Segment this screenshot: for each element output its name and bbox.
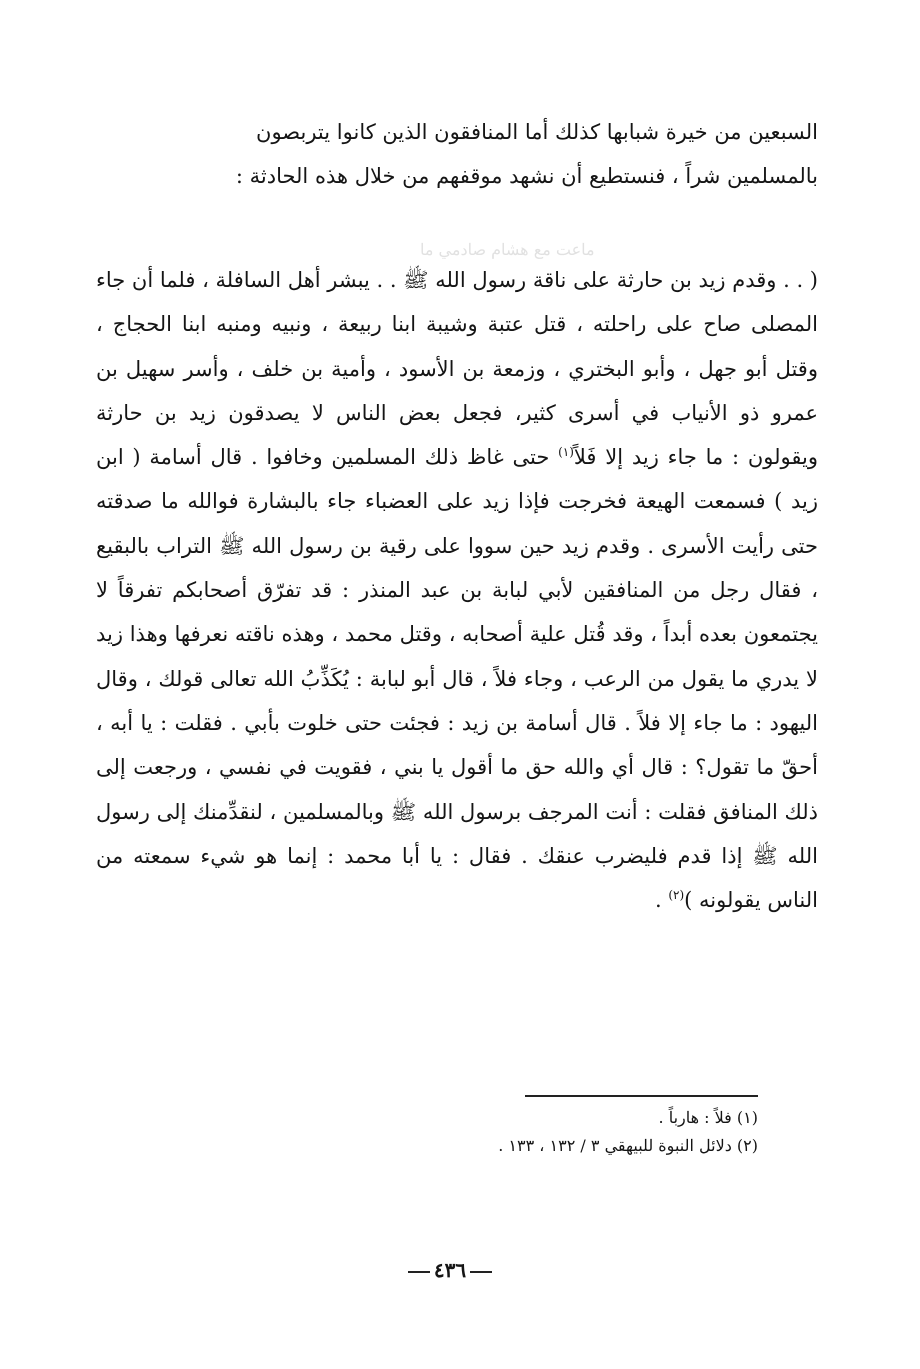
footnote-ref-1: (١) <box>558 445 574 460</box>
footnote-ref-2: (٢) <box>668 888 685 903</box>
intro-paragraph <box>96 110 818 198</box>
narration-text: ( . . وقدم زيد بن حارثة على ناقة رسول الله ﷺ . . يبشر أهل السافلة ، فلما أن جاء المصلى صاح على راحلته ، قتل عتبة وشيبة ابنا ربيعة ، ونبيه ومنبه ابنا الحجاج ، وقتل أبو جهل ، وأبو البختري ، وزمعة بن الأسود ، وأمية بن خلف ، وأسر سهيل بن عمرو ذو الأنياب في أسرى كثير، فجعل بعض الناس لا يصدقون زيد بن حارثة ويقولون : ما جاء زيد إلا فَلاً <box>96 268 819 470</box>
intro-line: السبعين من خيرة شبابها كذلك أما المنافقون الذين كانوا يتربصون <box>256 120 818 144</box>
footnotes <box>330 1104 758 1160</box>
footnote-2: (٢) دلائل النبوة للبيهقي ٣ / ١٣٢ ، ١٣٣ . <box>498 1136 758 1155</box>
bleed-through-text: ماعت مع هشام صادمي ما <box>420 240 595 259</box>
intro-line: بالمسلمين شراً ، فنستطيع أن نشهد موقفهم من خلال هذه الحادثة : <box>235 164 818 188</box>
quoted-narration <box>96 258 818 922</box>
narration-text-continued: حتى غاظ ذلك المسلمين وخافوا . قال أسامة ( ابن زيد ) فسمعت الهيعة فخرجت فإذا زيد على العضباء جاء بالبشارة فوالله ما صدقته حتى رأيت الأسرى . وقدم زيد حين سووا على رقية بن رسول الله ﷺ التراب بالبقيع ، فقال رجل من المنافقين لأبي لبابة بن عبد المنذر : قد تفرّق أصحابكم تفرقاً لا يجتمعون بعده أبداً ، وقد قُتل علية أصحابه ، وقتل محمد ، وهذه ناقته نعرفها وهذا زيد لا يدري ما يقول من الرعب ، وجاء فلاً ، قال أبو لبابة : يُكَذِّبُ الله تعالى قولك ، وقال اليهود : ما جاء إلا فلاً . قال أسامة بن زيد : فجئت حتى خلوت بأبي . فقلت : يا أبه ، أحقّ ما تقول؟ : قال أي والله حق ما أقول يا بني ، فقويت في نفسي ، ورجعت إلى ذلك المنافق فقلت : أنت المرجف برسول الله ﷺ وبالمسلمين ، لنقدِّمنك إلى رسول الله ﷺ إذا قدم فليضرب عنقك . فقال : يا أبا محمد : إنما هو شيء سمعته من الناس يقولونه ) <box>96 445 818 913</box>
dash-left <box>408 1271 430 1273</box>
footnote-divider <box>525 1095 758 1097</box>
dash-right <box>470 1271 492 1273</box>
footnote-1: (١) فلاً : هارباً . <box>658 1108 758 1127</box>
page-number-value: ٤٣٦ <box>433 1258 467 1282</box>
narration-ending: . <box>654 888 669 913</box>
page-number <box>380 1258 520 1282</box>
